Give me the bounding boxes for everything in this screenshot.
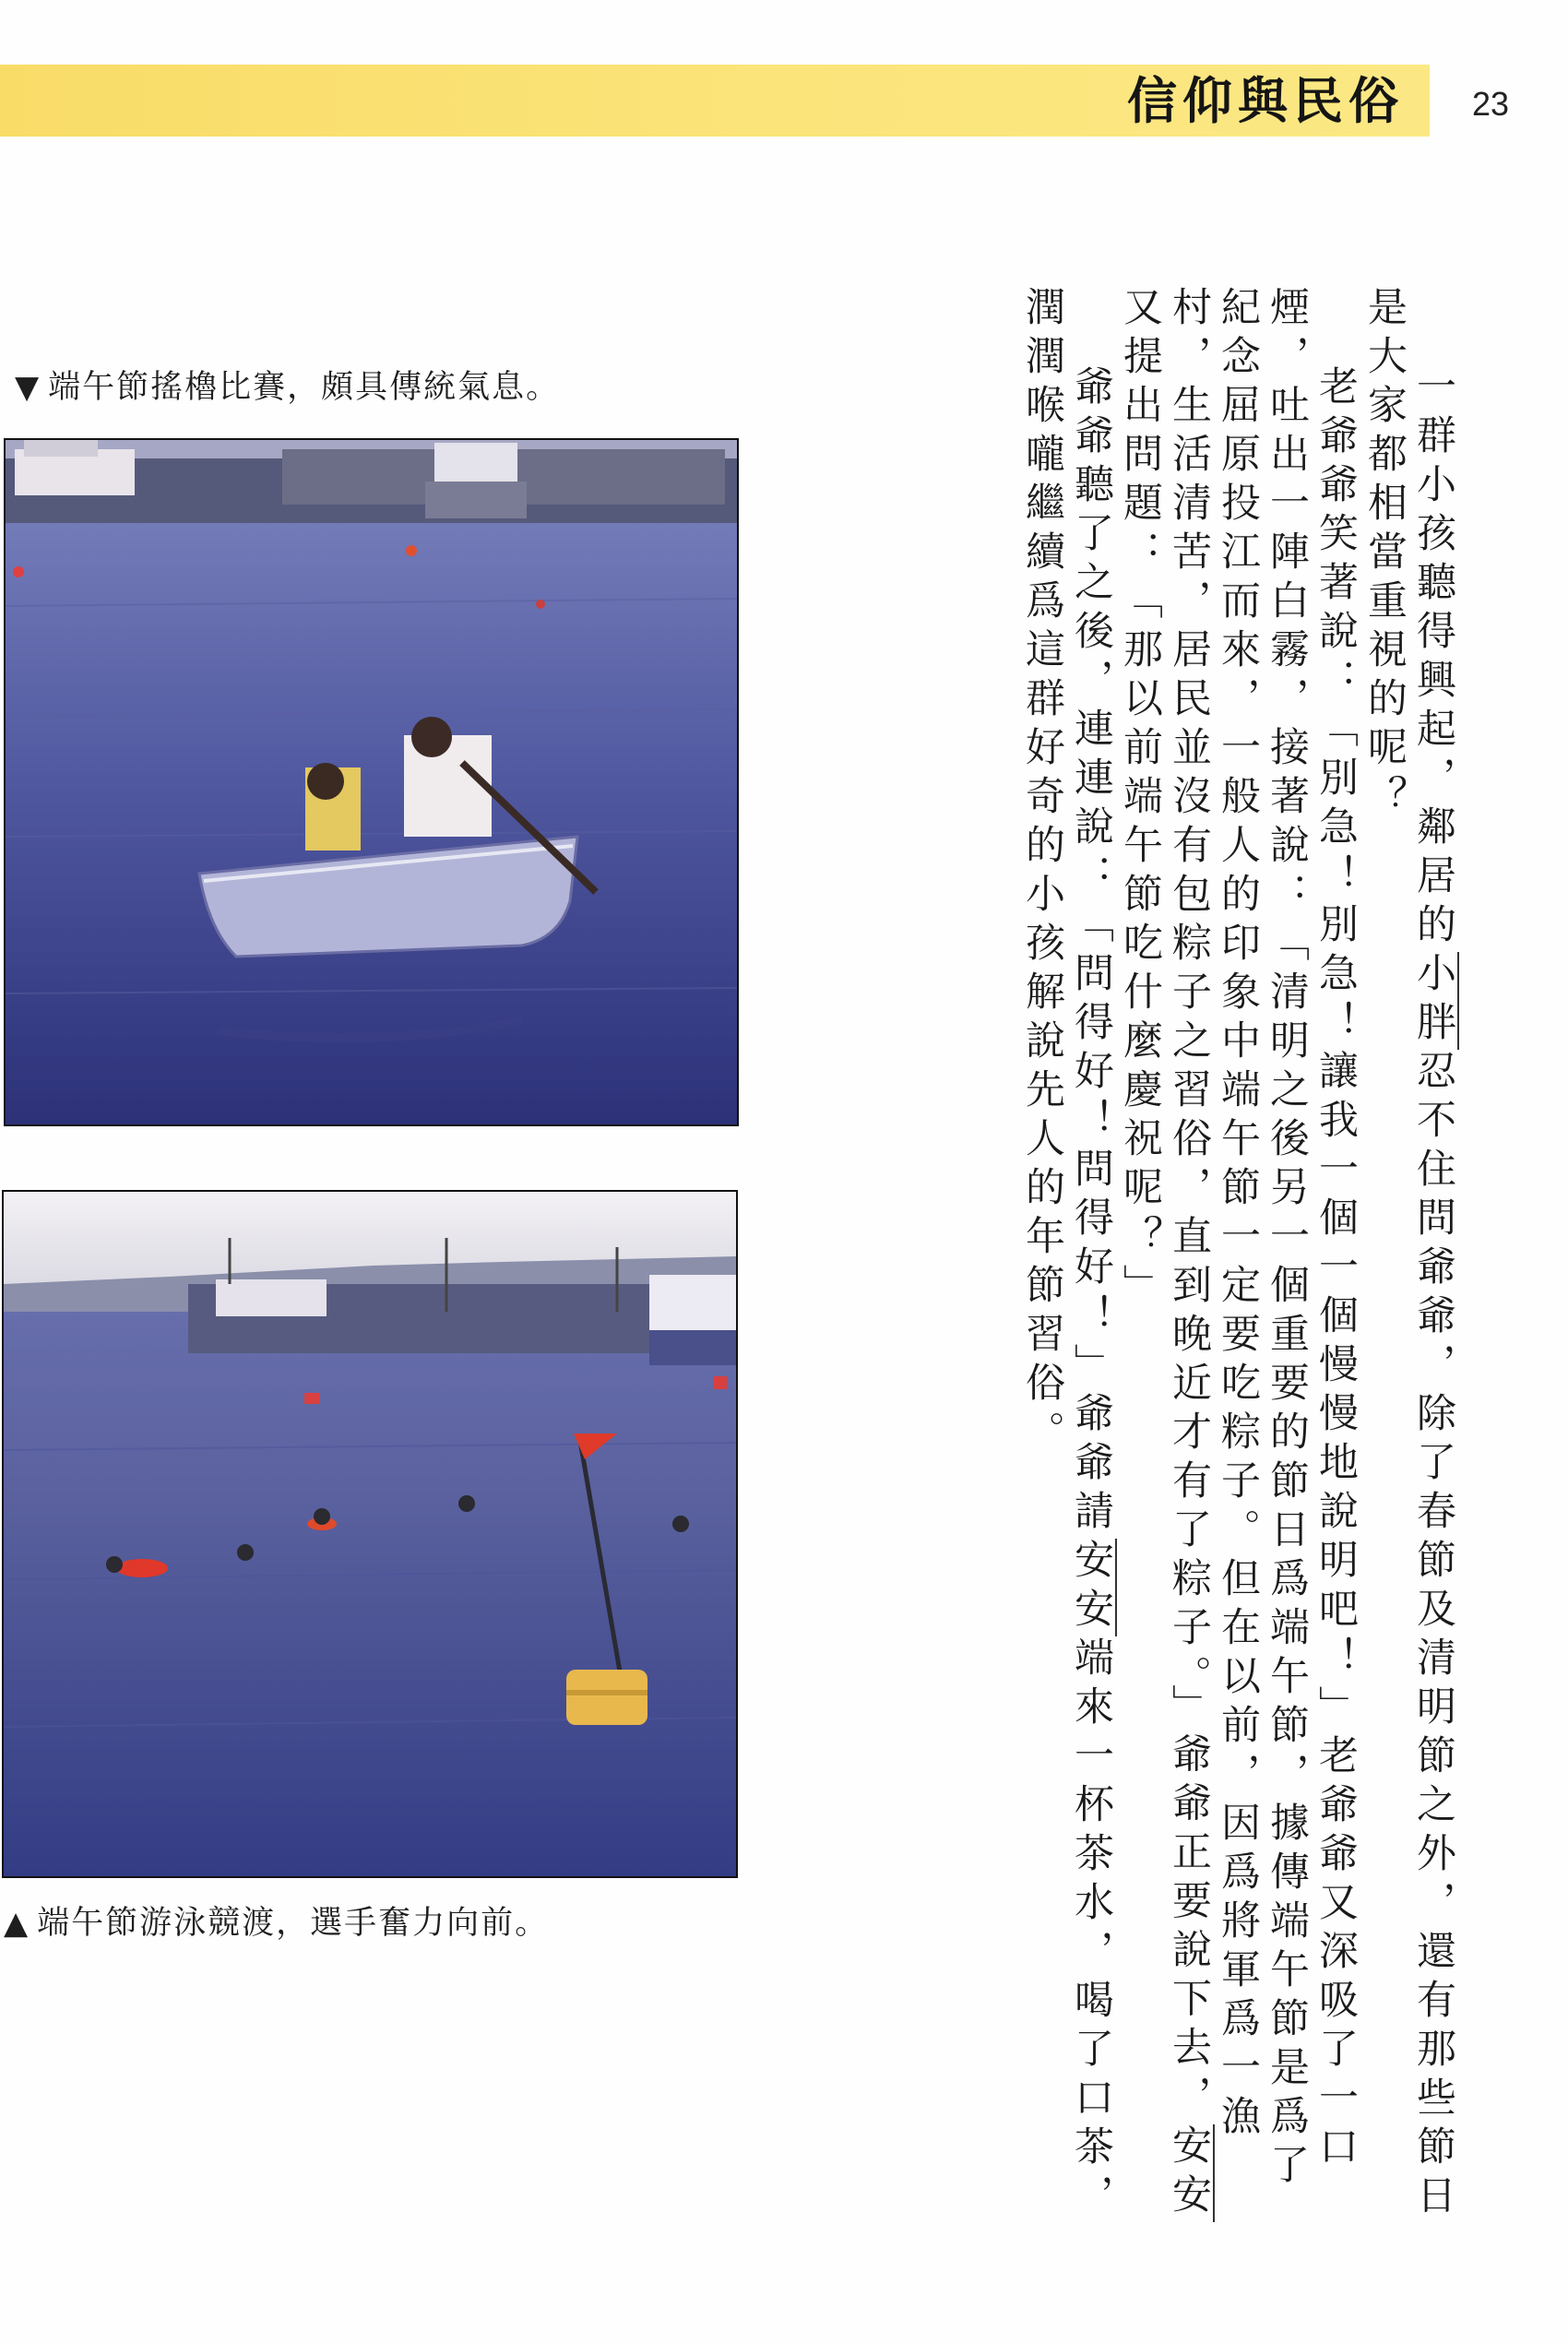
story-body-text: [793, 286, 1457, 2223]
caption-text: 端午節搖櫓比賽，頗具傳統氣息。: [48, 369, 561, 406]
chapter-title: 信仰與民俗: [1127, 71, 1404, 130]
photo-caption-top: [15, 362, 560, 408]
rowing-race-photo: [4, 438, 739, 1126]
swimming-race-photo: [2, 1190, 738, 1878]
name-anan: 安安: [1166, 2124, 1215, 2222]
caption-text: 端午節游泳競渡，選手奮力向前。: [37, 1905, 550, 1942]
name-xiaopang: 小胖: [1410, 952, 1459, 1050]
triangle-down-icon: ▼: [15, 369, 42, 406]
chapter-header-band: [0, 65, 1430, 137]
triangle-up-icon: ▲: [4, 1905, 30, 1942]
paragraph-1: 一群小孩聽得興起，鄰居的小胖忍不住問爺爺，除了春節及清明節之外，還有那些節日是大家都相當重視的呢？: [1360, 286, 1457, 2223]
paragraph-3: 爺爺聽了之後，連連說：「問得好！問得好！」爺爺請安安端來一杯茶水，喝了口茶，潤潤喉嚨繼續爲這群好奇的小孩解說先人的年節習俗。: [1017, 286, 1115, 2223]
photo-caption-bottom: [4, 1897, 549, 1944]
page-number: 23: [1472, 85, 1510, 123]
paragraph-2: 老爺爺笑著說：「別急！別急！讓我一個一個慢慢地說明吧！」老爺爺又深吸了一口煙，吐出一陣白霧，接著說：「清明之後另一個重要的節日爲端午節，據傳端午節是爲了紀念屈原投江而來，一般人的印象中端午節一定要吃粽子。但在以前，因爲將軍爲一漁村，生活清苦，居民並沒有包粽子之習俗，直到晚近才有了粽子。」爺爺正要說下去，安安又提出問題：「那以前端午節吃什麼慶祝呢？」: [1117, 286, 1359, 2222]
name-anan: 安安: [1068, 1539, 1117, 1636]
